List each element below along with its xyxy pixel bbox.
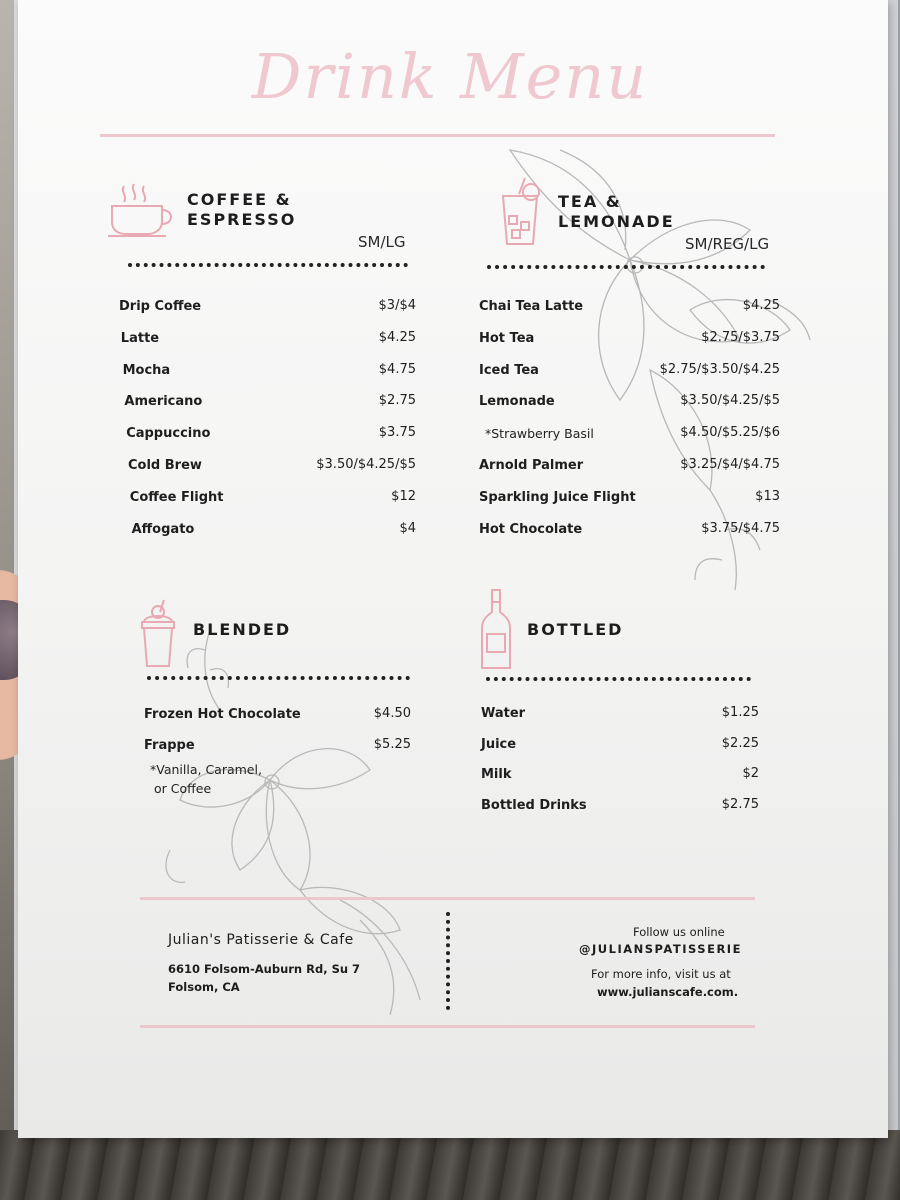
tea-item-name: Chai Tea Latte [479, 299, 584, 314]
coffee-item-price: $4 [399, 520, 416, 536]
tea-sizes: SM/REG/LG [685, 235, 770, 253]
tea-item-name: Arnold Palmer [479, 458, 584, 473]
tea-divider [487, 265, 765, 269]
coffee-item-price: $4.25 [378, 329, 416, 345]
tea-heading [558, 192, 675, 232]
tea-item-price: $4.50/$5.25/$6 [680, 425, 780, 441]
coffee-item-name: Drip Coffee [119, 299, 202, 314]
coffee-cup-icon [104, 178, 184, 240]
blended-item-name: Frozen Hot Chocolate [144, 707, 301, 722]
coffee-item-name: Cold Brew [128, 458, 202, 473]
bottled-item-name: Juice [481, 736, 517, 752]
cafe-name: Julian's Patisserie & Cafe [168, 932, 354, 948]
footer-top-rule [140, 897, 755, 900]
info-text: For more info, visit us at [591, 967, 731, 981]
bottled-item-price: $2 [742, 766, 759, 781]
coffee-item-price: $2.75 [378, 393, 416, 409]
tea-item-name: Iced Tea [479, 362, 539, 378]
website-link[interactable]: www.julianscafe.com. [597, 985, 739, 999]
coffee-item-price: $12 [391, 488, 416, 504]
tea-item-price: $2.75/$3.50/$4.25 [659, 361, 780, 377]
menu-sheet [18, 0, 888, 1138]
footer-bottom-rule [140, 1025, 755, 1028]
blended-divider [147, 676, 410, 680]
iced-tea-glass-icon [495, 176, 545, 248]
tea-item-price: $13 [755, 488, 780, 504]
tea-item-price: $2.75/$3.75 [701, 329, 780, 345]
bottled-item-name: Water [481, 706, 526, 721]
bottled-item-price: $1.25 [721, 705, 759, 720]
blended-heading: BLENDED [193, 620, 292, 639]
tea-item-name: *Strawberry Basil [485, 426, 594, 442]
bottled-heading: BOTTLED [527, 620, 624, 639]
blended-note-line1: *Vanilla, Caramel, [150, 762, 262, 777]
coffee-heading-line1: COFFEE & [187, 190, 292, 209]
blended-item-price: $5.25 [373, 737, 411, 752]
coffee-sizes: SM/LG [358, 233, 406, 251]
bottled-divider [486, 677, 751, 681]
tea-item-price: $4.25 [742, 298, 780, 313]
table-edge [0, 1130, 900, 1200]
tea-heading-line1: TEA & [558, 192, 622, 211]
tea-item-price: $3.50/$4.25/$5 [680, 393, 780, 409]
coffee-item-price: $3.50/$4.25/$5 [316, 457, 416, 472]
coffee-item-name: Cappuccino [126, 426, 211, 442]
tea-item-name: Hot Chocolate [479, 521, 583, 537]
coffee-item-name: Coffee Flight [129, 489, 224, 505]
blended-item-price: $4.50 [373, 706, 411, 721]
coffee-heading-line2: ESPRESSO [187, 210, 297, 229]
follow-text: Follow us online [633, 925, 725, 939]
tea-item-price: $3.25/$4/$4.75 [680, 457, 780, 472]
coffee-item-name: Americano [124, 394, 203, 410]
coffee-item-name: Latte [120, 330, 160, 346]
coffee-item-name: Affogato [131, 521, 195, 537]
address-line1: 6610 Folsom-Auburn Rd, Su 7 [168, 962, 361, 976]
bottled-item-price: $2.75 [721, 796, 759, 812]
bottle-icon [476, 588, 516, 672]
coffee-item-price: $4.75 [378, 361, 416, 377]
footer-vertical-divider [446, 912, 450, 1010]
tea-item-name: Sparkling Juice Flight [479, 489, 636, 505]
tea-item-name: Hot Tea [479, 330, 535, 346]
coffee-heading [187, 190, 296, 230]
tea-heading-line2: LEMONADE [558, 212, 675, 231]
social-handle[interactable]: @JULIANSPATISSERIE [579, 942, 742, 956]
bottled-item-price: $2.25 [721, 735, 759, 751]
coffee-item-price: $3.75 [378, 425, 416, 441]
bottled-item-name: Milk [481, 767, 512, 782]
title-underline [100, 134, 775, 137]
tea-item-name: Lemonade [479, 394, 555, 410]
milkshake-icon [138, 598, 180, 670]
coffee-divider [128, 263, 408, 267]
bottled-item-name: Bottled Drinks [481, 797, 587, 813]
blended-note-line2: or Coffee [154, 781, 212, 796]
coffee-item-name: Mocha [122, 362, 171, 378]
address-line2: Folsom, CA [168, 980, 240, 994]
tea-item-price: $3.75/$4.75 [701, 520, 780, 536]
blended-item-name: Frappe [144, 738, 195, 753]
coffee-item-price: $3/$4 [378, 298, 416, 313]
menu-title: Drink Menu [251, 40, 649, 113]
